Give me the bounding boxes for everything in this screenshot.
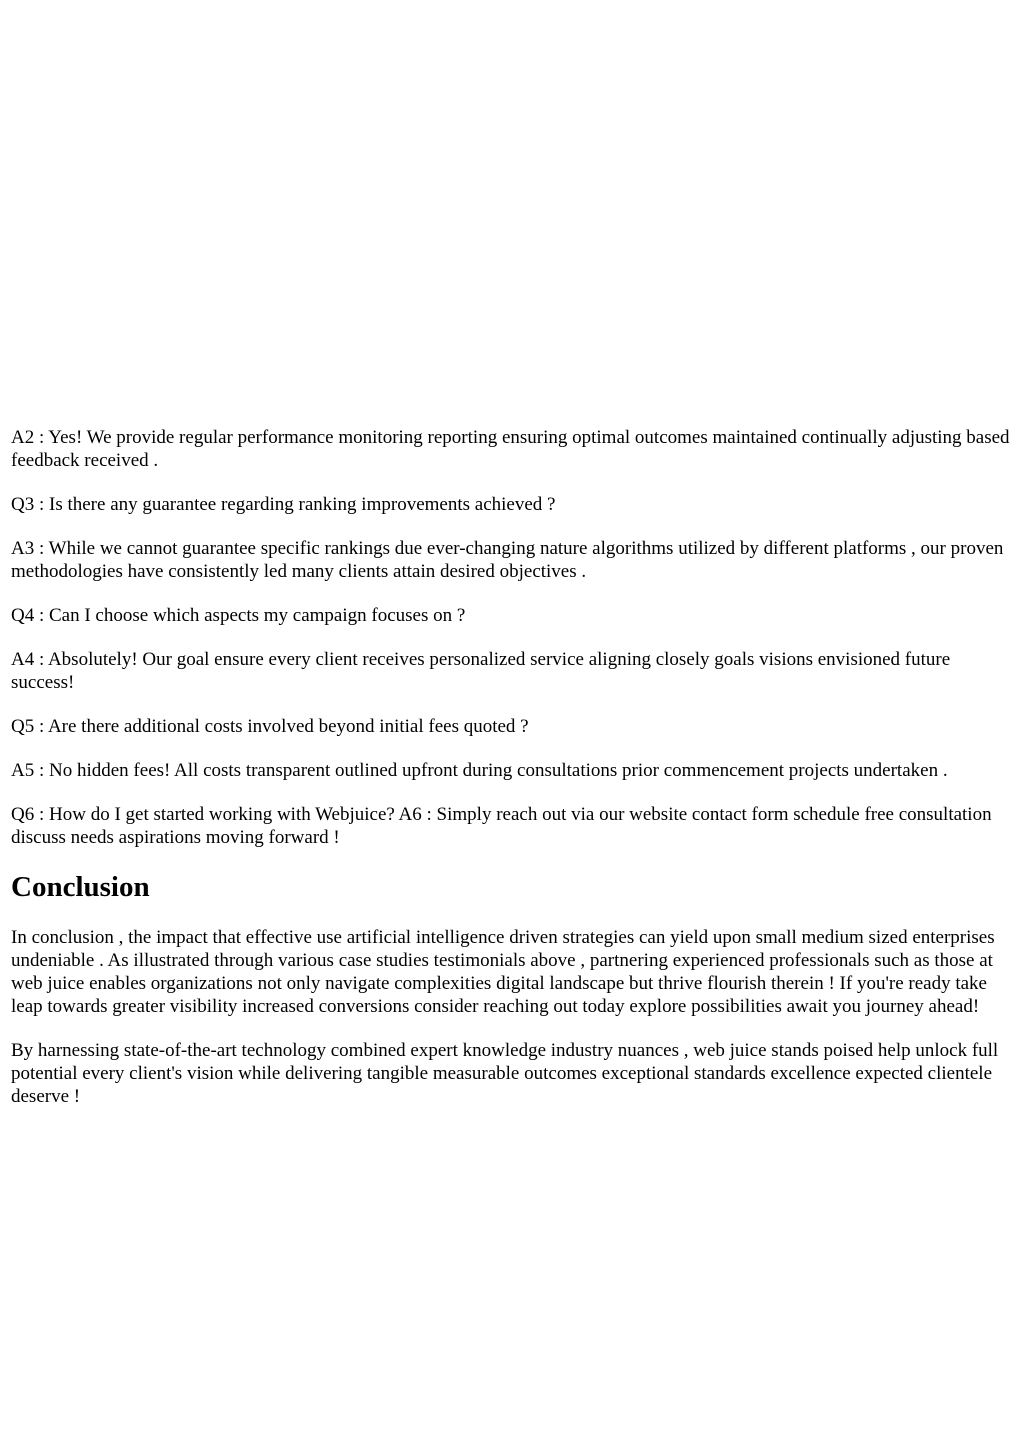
document-body: [11, 426, 1014, 1129]
faq-answer-4: A4 : Absolutely! Our goal ensure every client receives personalized service aligning closely goals visions envisioned future success!: [11, 649, 951, 693]
conclusion-paragraph-1: In conclusion , the impact that effective use artificial intelligence driven strategies can yield upon small medium sized enterprises undeniable . As illustrated through various case studies testimonials above , partnering experienced professionals such as those at web juice enables organizations not only navigate complexities digital landscape but thrive flourish therein ! If you're ready take leap towards greater visibility increased conversions consider reaching out today explore possibilities await you journey ahead!: [11, 927, 995, 1017]
faq-question-3: Q3 : Is there any guarantee regarding ranking improvements achieved ?: [11, 494, 556, 515]
faq-question-5: Q5 : Are there additional costs involved beyond initial fees quoted ?: [11, 716, 529, 737]
faq-answer-2: A2 : Yes! We provide regular performance monitoring reporting ensuring optimal outcomes maintained continually adjusting based feedback received .: [11, 427, 1010, 471]
faq-question-answer-6: Q6 : How do I get started working with Webjuice? A6 : Simply reach out via our website contact form schedule free consultation discuss needs aspirations moving forward !: [11, 804, 992, 848]
faq-answer-5: A5 : No hidden fees! All costs transparent outlined upfront during consultations prior commencement projects undertaken .: [11, 760, 948, 781]
faq-question-4: Q4 : Can I choose which aspects my campaign focuses on ?: [11, 605, 466, 626]
faq-answer-3: A3 : While we cannot guarantee specific rankings due ever-changing nature algorithms utilized by different platforms , our proven methodologies have consistently led many clients attain desired objectives .: [11, 538, 1004, 582]
conclusion-heading: Conclusion: [11, 871, 150, 903]
conclusion-paragraph-2: By harnessing state-of-the-art technology combined expert knowledge industry nuances , web juice stands poised help unlock full potential every client's vision while delivering tangible measurable outcomes exceptional standards excellence expected clientele deserve !: [11, 1040, 999, 1107]
